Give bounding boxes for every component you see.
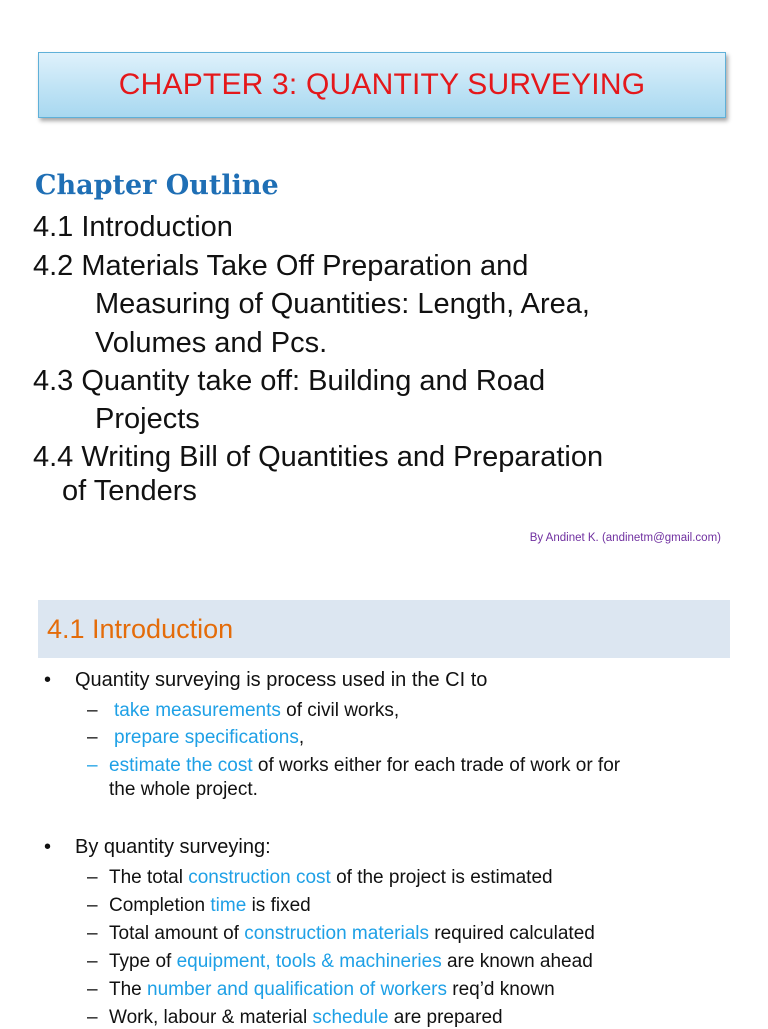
sub-text: , bbox=[298, 727, 305, 748]
bullet-icon: • bbox=[44, 836, 52, 858]
dash-icon: – bbox=[87, 951, 98, 972]
dash-icon: – bbox=[87, 727, 98, 748]
outline-item-4-2: 4.2 Materials Take Off Preparation and bbox=[33, 249, 529, 282]
highlight-term: construction materials bbox=[244, 923, 429, 944]
sub-text: of the project is estimated bbox=[330, 867, 553, 888]
dash-icon: – bbox=[87, 1007, 98, 1028]
outline-item-4-2-cont: Volumes and Pcs. bbox=[95, 326, 328, 359]
dash-icon: – bbox=[87, 923, 98, 944]
outline-item-4-4: 4.4 Writing Bill of Quantities and Preparation bbox=[33, 440, 604, 473]
author-credit: By Andinet K. (andinetm@gmail.com) bbox=[529, 532, 721, 544]
highlight-term: equipment, tools & machineries bbox=[176, 951, 442, 972]
dash-icon: – bbox=[87, 895, 98, 916]
section-title: 4.1 Introduction bbox=[47, 613, 234, 644]
dash-icon: – bbox=[87, 700, 98, 721]
bullet-icon: • bbox=[44, 669, 52, 691]
sub-text: required calculated bbox=[429, 923, 595, 944]
outline-item-4-3-cont: Projects bbox=[95, 402, 200, 435]
outline-item-4-2-cont: Measuring of Quantities: Length, Area, bbox=[95, 288, 590, 320]
sub-text: the whole project. bbox=[109, 779, 258, 800]
outline-list bbox=[33, 208, 753, 506]
sub-text: are known ahead bbox=[441, 951, 593, 972]
sub-text: are prepared bbox=[388, 1007, 503, 1028]
outline-item-4-3: 4.3 Quantity take off: Building and Road bbox=[33, 365, 546, 397]
highlight-term: schedule bbox=[312, 1007, 389, 1028]
dash-icon: – bbox=[87, 979, 98, 1000]
highlight-term: estimate the cost bbox=[109, 755, 253, 776]
sub-text: Total amount of bbox=[109, 923, 245, 944]
sub-text: is fixed bbox=[246, 895, 311, 916]
chapter-title-banner bbox=[38, 52, 726, 118]
highlight-term: take measurements bbox=[114, 700, 281, 721]
sub-text: req’d known bbox=[446, 979, 555, 1000]
sub-text: Completion bbox=[109, 895, 211, 916]
sub-text: Type of bbox=[109, 951, 177, 972]
section-header-bar bbox=[38, 600, 730, 658]
bullet-text: By quantity surveying: bbox=[75, 836, 271, 858]
sub-text: Work, labour & material bbox=[109, 1007, 313, 1028]
dash-icon: – bbox=[87, 867, 98, 888]
sub-text: The total bbox=[109, 867, 189, 888]
highlight-term: time bbox=[210, 895, 247, 916]
highlight-term: number and qualification of workers bbox=[147, 979, 447, 1000]
outline-item-4-4-cont: of Tenders bbox=[62, 475, 197, 507]
chapter-title: CHAPTER 3: QUANTITY SURVEYING bbox=[118, 68, 646, 101]
sub-text: of civil works, bbox=[280, 700, 400, 721]
outline-item-4-1: 4.1 Introduction bbox=[33, 211, 233, 243]
sub-text: of works either for each trade of work or for bbox=[252, 755, 621, 776]
highlight-term: construction cost bbox=[188, 867, 331, 888]
sub-text: The bbox=[109, 979, 148, 1000]
outline-heading: Chapter Outline bbox=[35, 170, 279, 201]
highlight-term: prepare specifications bbox=[114, 727, 299, 748]
dash-icon: – bbox=[87, 755, 98, 776]
bullet-text: Quantity surveying is process used in the CI to bbox=[75, 669, 488, 691]
